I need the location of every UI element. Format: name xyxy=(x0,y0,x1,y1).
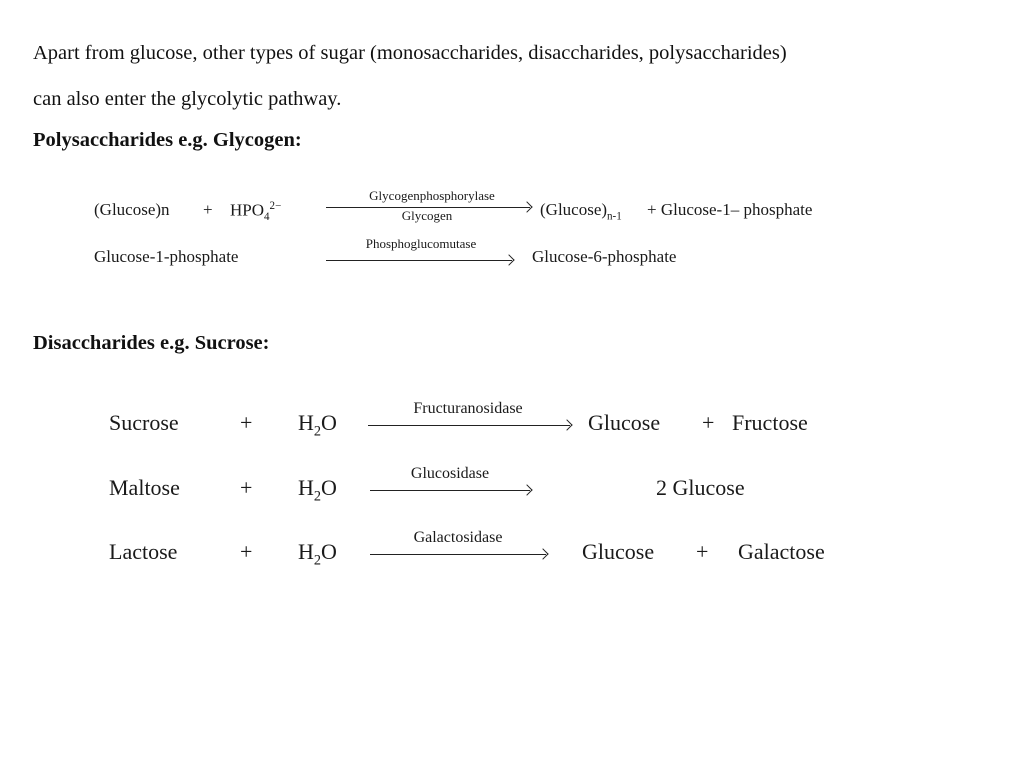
reaction-arrow xyxy=(370,490,530,491)
plus-sign: + xyxy=(696,539,709,564)
fructose-product: Fructose xyxy=(732,410,808,435)
phosphoglucomutase-reaction xyxy=(88,236,868,276)
plus-sign: + xyxy=(702,410,715,435)
glucose-product: Glucose xyxy=(582,539,655,564)
glycogen-cofactor-label: Glycogen xyxy=(401,208,453,223)
glucose-product: Glucose xyxy=(588,410,661,435)
reaction-arrow xyxy=(370,554,546,555)
fructuranosidase-enzyme-label: Fructuranosidase xyxy=(413,400,523,417)
glycogen-phosphorylase-reaction xyxy=(88,188,868,228)
lactose-reactant: Lactose xyxy=(109,539,178,564)
sucrose-hydrolysis-reaction xyxy=(100,400,870,450)
plus-sign: + xyxy=(203,200,213,219)
phosphoglucomutase-enzyme-label: Phosphoglucomutase xyxy=(365,236,477,251)
sucrose-reactant: Sucrose xyxy=(109,410,179,435)
plus-sign: + xyxy=(240,410,253,435)
reaction-arrow xyxy=(368,425,570,426)
reaction-arrow xyxy=(326,260,512,261)
intro-line-2: can also enter the glycolytic pathway. xyxy=(33,88,342,110)
glucosidase-enzyme-label: Glucosidase xyxy=(410,465,490,482)
water: $H_2O$ xyxy=(298,539,337,569)
maltose-hydrolysis-reaction xyxy=(100,465,870,515)
glucose-n-minus-1-product: $(Glucose)_{n-1}$ xyxy=(540,200,622,223)
polysaccharide-reactions-figure xyxy=(88,180,868,280)
glucose-1-phosphate-reactant: Glucose-1-phosphate xyxy=(94,247,239,266)
maltose-reactant: Maltose xyxy=(109,475,180,500)
galactosidase-enzyme-label: Galactosidase xyxy=(413,529,503,546)
intro-paragraph xyxy=(33,30,993,122)
lactose-hydrolysis-reaction xyxy=(100,529,870,579)
water: $H_2O$ xyxy=(298,475,337,505)
two-glucose-product: 2 Glucose xyxy=(656,475,745,500)
glucose-1-phosphate-product: + Glucose-1– phosphate xyxy=(647,200,813,219)
disaccharides-heading: Disaccharides e.g. Sucrose: xyxy=(33,332,270,354)
polysaccharides-heading: Polysaccharides e.g. Glycogen: xyxy=(33,129,302,151)
disaccharide-reactions-figure xyxy=(100,392,870,582)
galactose-product: Galactose xyxy=(738,539,825,564)
hydrogen-phosphate: $HPO_4^{2-}$ xyxy=(230,200,282,224)
glucose-n-reactant: (Glucose)n xyxy=(94,200,170,219)
plus-sign: + xyxy=(240,475,253,500)
intro-line-1: Apart from glucose, other types of sugar (monosaccharides, disaccharides, polysaccharides) xyxy=(33,42,787,64)
plus-sign: + xyxy=(240,539,253,564)
water: $H_2O$ xyxy=(298,410,337,440)
glucose-6-phosphate-product: Glucose-6-phosphate xyxy=(532,247,677,266)
glycogen-phosphorylase-enzyme-label: Glycogenphosphorylase xyxy=(369,188,495,203)
